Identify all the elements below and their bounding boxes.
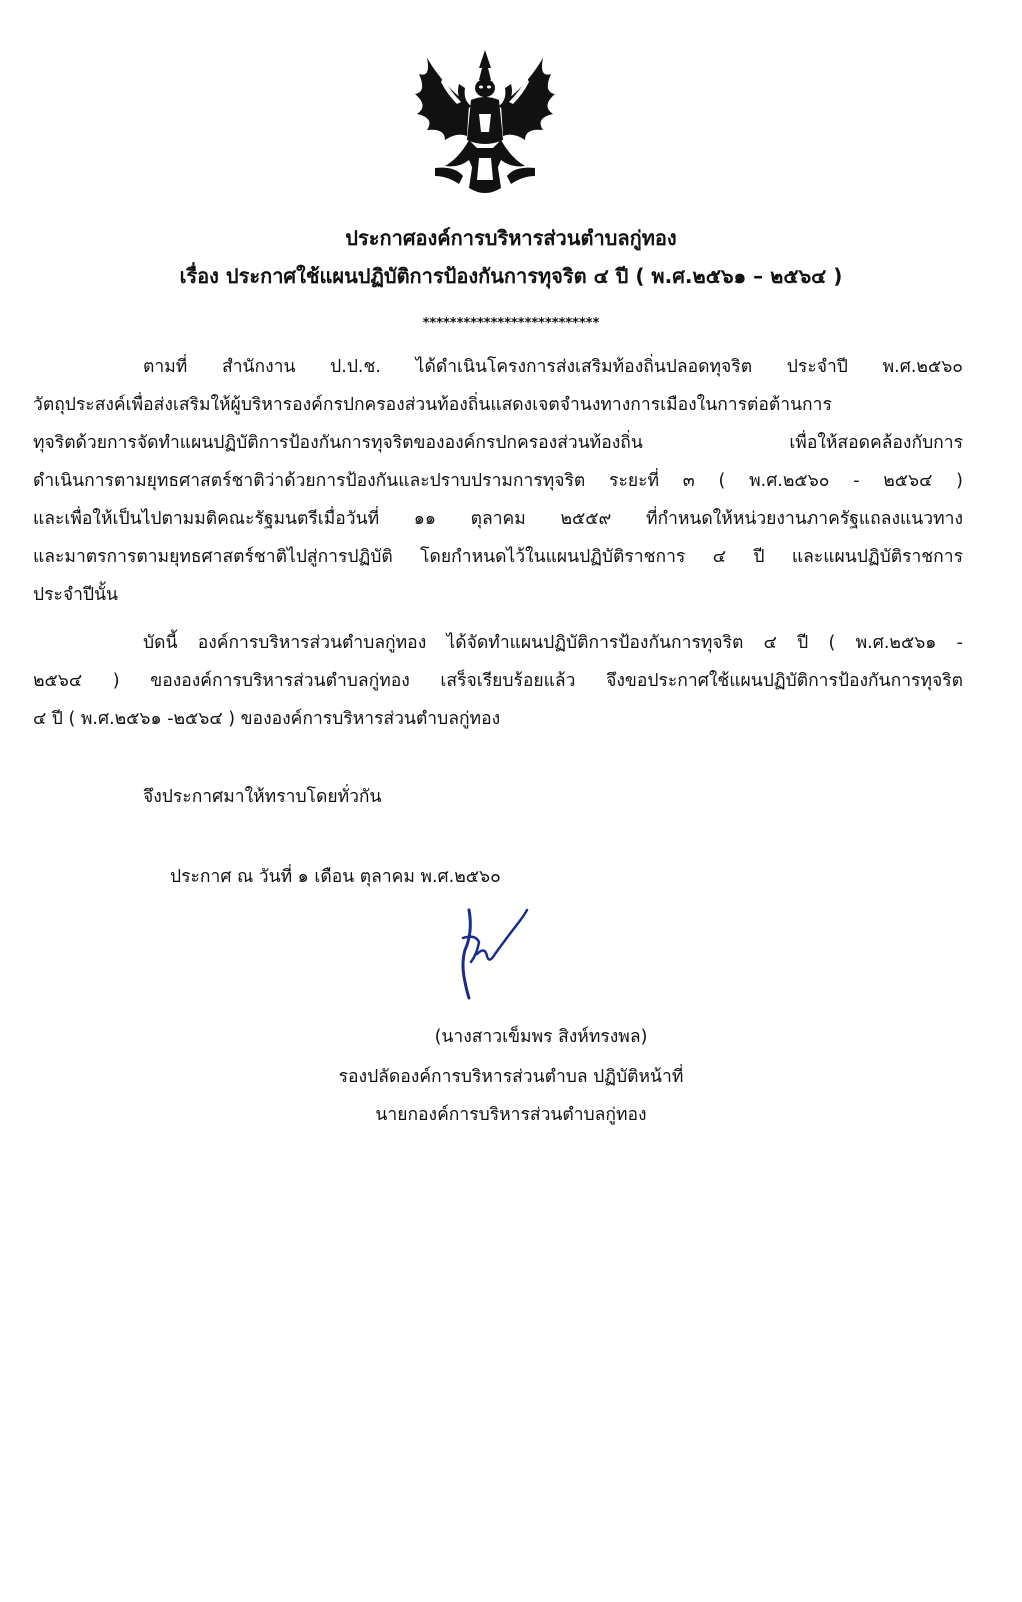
announcement-date: ประกาศ ณ วันที่ ๑ เดือน ตุลาคม พ.ศ.๒๕๖๐ bbox=[170, 867, 501, 887]
paragraph-1-line: และเพื่อให้เป็นไปตามมติคณะรัฐมนตรีเมื่อวันที่ ๑๑ ตุลาคม ๒๕๕๙ ที่กำหนดให้หน่วยงานภาครัฐแถลงแนวทาง bbox=[33, 509, 963, 529]
document-title: ประกาศองค์การบริหารส่วนตำบลกู่ทอง bbox=[345, 226, 677, 250]
separator-line: ************************** bbox=[422, 316, 600, 331]
garuda-emblem-icon bbox=[405, 48, 565, 208]
paragraph-1-line: ตามที่ สำนักงาน ป.ป.ช. ได้ดำเนินโครงการส่งเสริมท้องถิ่นปลอดทุจริต ประจำปี พ.ศ.๒๕๖๐ bbox=[143, 357, 963, 377]
paragraph-1-line: และมาตรการตามยุทธศาสตร์ชาติไปสู่การปฏิบัติ โดยกำหนดไว้ในแผนปฏิบัติราชการ ๔ ปี และแผนปฏิบัติราชการ bbox=[33, 547, 963, 567]
paragraph-1-line: วัตถุประสงค์เพื่อส่งเสริมให้ผู้บริหารองค์กรปกครองส่วนท้องถิ่นแสดงเจตจำนงทางการเมืองในการต่อต้านการ bbox=[33, 395, 832, 415]
paragraph-2-line: ๔ ปี ( พ.ศ.๒๕๖๑ -๒๕๖๔ ) ขององค์การบริหารส่วนตำบลกู่ทอง bbox=[33, 709, 501, 729]
signatory-position: รองปลัดองค์การบริหารส่วนตำบล ปฏิบัติหน้าที่ bbox=[338, 1067, 684, 1087]
document-subject: เรื่อง ประกาศใช้แผนปฏิบัติการป้องกันการทุจริต ๔ ปี ( พ.ศ.๒๕๖๑ – ๒๕๖๔ ) bbox=[179, 264, 843, 288]
paragraph-1-line: ดำเนินการตามยุทธศาสตร์ชาติว่าด้วยการป้องกันและปราบปรามการทุจริต ระยะที่ ๓ ( พ.ศ.๒๕๖๐ - ๒๕๖๔ ) bbox=[33, 471, 963, 491]
signatory-name: (นางสาวเข็มพร สิงห์ทรงพล) bbox=[434, 1027, 648, 1047]
signatory-position-acting: นายกองค์การบริหารส่วนตำบลกู่ทอง bbox=[375, 1105, 647, 1125]
paragraph-2-line: ๒๕๖๔ ) ขององค์การบริหารส่วนตำบลกู่ทอง เสร็จเรียบร้อยแล้ว จึงขอประกาศใช้แผนปฏิบัติการป้องกันการทุจริต bbox=[33, 671, 963, 691]
paragraph-1-line: ทุจริตด้วยการจัดทำแผนปฏิบัติการป้องกันการทุจริตขององค์กรปกครองส่วนท้องถิ่น เพื่อให้สอดคล้องกับการ bbox=[33, 433, 963, 453]
paragraph-1-line: ประจำปีนั้น bbox=[33, 585, 119, 605]
handwritten-signature-icon bbox=[455, 902, 535, 1002]
closing-statement: จึงประกาศมาให้ทราบโดยทั่วกัน bbox=[143, 787, 382, 807]
paragraph-2-line: บัดนี้ องค์การบริหารส่วนตำบลกู่ทอง ได้จัดทำแผนปฏิบัติการป้องกันการทุจริต ๔ ปี ( พ.ศ.๒๕๖๑ - bbox=[143, 633, 963, 653]
